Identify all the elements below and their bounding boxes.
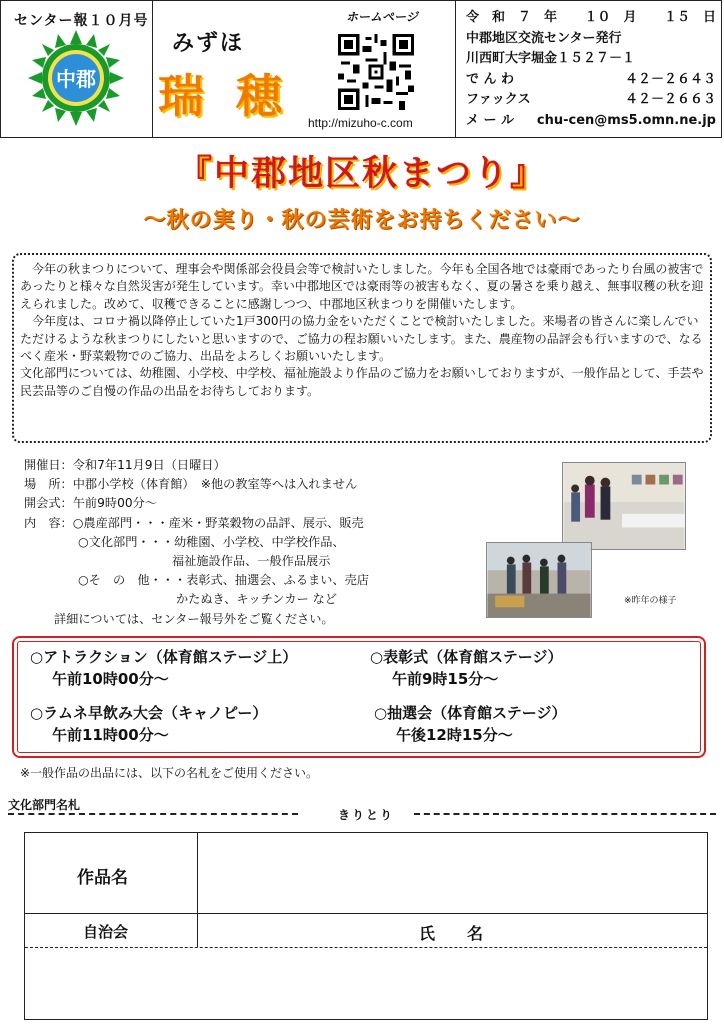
- event-time: 午後12時15分～: [396, 726, 513, 744]
- cut-label: きりとり: [338, 808, 395, 822]
- info-cell: ４２－２６４３: [624, 71, 716, 87]
- event-time: 午前10時00分～: [52, 670, 169, 688]
- cut-line: [8, 813, 298, 815]
- event-name: ○表彰式（体育館ステージ）: [370, 648, 563, 666]
- homepage-url[interactable]: http://mizuho-c.com: [308, 116, 413, 130]
- intro-paragraph: 今年度は、コロナ禍以降停止していた1戸300円の協力金をいただくことで検討いたしました。来場者の皆さんに楽しんでいただけるような秋まつりにしたいと思いますので、ご協力の程お願いいたします。また、農産物の品評会も行いますので、なるべく産米・野菜穀物でのご協力、出品をよろしくお願いいたします。: [20, 314, 703, 364]
- event-details: [24, 456, 464, 629]
- qr-code-icon[interactable]: [338, 34, 414, 110]
- tag-divider: [25, 947, 707, 948]
- association-label: 自治会: [83, 923, 129, 941]
- page-subtitle: ～秋の実り・秋の芸術をお持ちください～: [143, 208, 581, 233]
- detail-place: 場 所：中郡小学校（体育館） ※他の教室等へは入れません: [24, 477, 358, 492]
- header-divider: [152, 1, 153, 138]
- intro-paragraph: 文化部門については、幼稚園、小学校、中学校、福祉施設より作品のご協力をお願いしておりますが、一般作品として、手芸や民芸品等のご自慢の作品の出品をお待ちしております。: [20, 366, 704, 398]
- info-cell: １５ 日: [663, 10, 716, 25]
- info-cell: １０ 月: [584, 10, 637, 25]
- event-photo: [486, 542, 592, 618]
- person-name-label: 氏 名: [419, 924, 484, 943]
- homepage-label: ホームページ: [346, 10, 418, 24]
- detail-content: ○そ の 他・・・表彰式、抽選会、ふるまい、売店: [78, 573, 369, 588]
- header-divider: [455, 1, 456, 138]
- publisher-info: [466, 8, 716, 131]
- detail-content: 福祉施設作品、一般作品展示: [172, 554, 331, 569]
- issue-label: センター報１０月号: [14, 13, 149, 29]
- detail-more: 詳細については、センター報号外をご覧ください。: [54, 611, 334, 626]
- name-tag-note: ※一般作品の出品には、以下の名札をご使用ください。: [20, 766, 319, 780]
- name-tag-label: 文化部門名札: [8, 798, 81, 812]
- detail-opening: 開会式：午前9時00分～: [24, 496, 157, 511]
- event-photo: [562, 462, 686, 550]
- detail-content: ○文化部門・・・幼稚園、小学校、中学校作品、: [78, 534, 345, 549]
- tag-divider: [25, 913, 707, 914]
- info-cell: ４２－２６６３: [624, 92, 716, 107]
- event-item: [370, 646, 563, 690]
- event-item: [374, 702, 567, 746]
- info-row: [466, 29, 716, 50]
- event-name: ○アトラクション（体育館ステージ上）: [30, 648, 298, 666]
- info-row: [466, 70, 716, 91]
- cut-line: [414, 813, 716, 815]
- info-cell: 川西町大字堀金１５２７－１: [466, 51, 636, 66]
- info-cell: メ ー ル: [466, 112, 515, 128]
- center-logo: [28, 30, 124, 126]
- info-row: [466, 111, 716, 132]
- event-time: 午前11時00分～: [52, 726, 169, 744]
- newsletter-name-kanji: 瑞 穂: [158, 69, 291, 123]
- logo-text: 中郡: [56, 67, 96, 91]
- name-tag-form: [24, 832, 708, 1020]
- tag-divider: [197, 833, 198, 947]
- info-row: [466, 49, 716, 70]
- photo-caption: ※昨年の様子: [624, 596, 677, 606]
- event-item: [30, 646, 297, 690]
- intro-paragraph: 今年の秋まつりについて、理事会や関係部会役員会等で検討いたしました。今年も全国各地では豪雨であったり台風の被害であったりと様々な自然災害が発生しています。幸い中郡地区では豪雨等の被害もなく、夏の暑さを乗り越え、無事収穫の秋を迎えられました。改めて、収穫できることに感謝しつつ、中郡地区秋まつりを開催いたします。: [20, 262, 704, 311]
- detail-content: 内 容：○農産部門・・・産米・野菜穀物の品評、展示、販売: [24, 515, 364, 530]
- detail-content: かたぬき、キッチンカー など: [176, 592, 337, 607]
- work-name-label: 作品名: [77, 868, 128, 888]
- info-cell: 令 和 ７ 年: [466, 10, 558, 25]
- info-cell: で ん わ: [466, 71, 515, 87]
- event-name: ○抽選会（体育館ステージ）: [374, 704, 567, 722]
- event-item: [30, 702, 267, 746]
- newsletter-name-kana: みずほ: [172, 31, 245, 56]
- event-time: 午前9時15分～: [392, 670, 499, 688]
- event-name: ○ラムネ早飲み大会（キャノピー）: [30, 704, 268, 722]
- info-cell: ファックス: [466, 92, 531, 107]
- intro-box: [12, 253, 712, 443]
- info-cell: chu-cen@ms5.omn.ne.jp: [536, 112, 716, 128]
- info-cell: 中郡地区交流センター発行: [466, 30, 622, 46]
- detail-date: 開催日：令和7年11月9日（日曜日）: [24, 458, 226, 472]
- events-box: [12, 636, 706, 758]
- info-row: [466, 8, 716, 29]
- info-row: [466, 90, 716, 111]
- page-title: 『中郡地区秋まつり』: [176, 154, 547, 194]
